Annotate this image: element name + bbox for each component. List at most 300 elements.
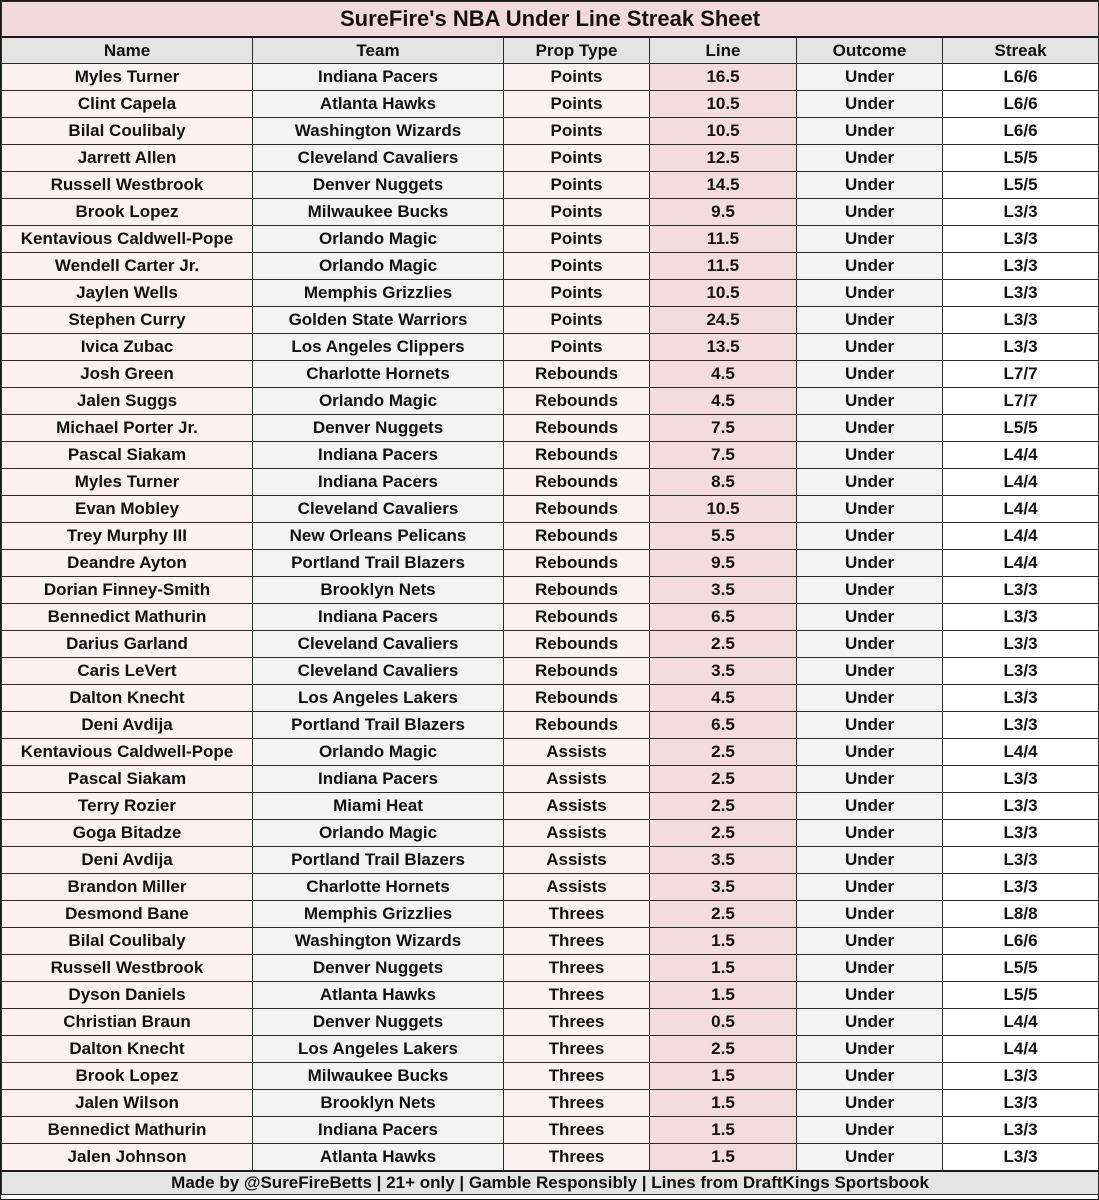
- streak-cell: L3/3: [943, 793, 1099, 820]
- team-cell: Los Angeles Lakers: [253, 685, 504, 712]
- prop-type-cell: Rebounds: [504, 712, 650, 739]
- prop-type-cell: Rebounds: [504, 361, 650, 388]
- outcome-cell: Under: [797, 91, 943, 118]
- prop-type-cell: Points: [504, 307, 650, 334]
- table-row: [2, 253, 1099, 280]
- table-row: [2, 226, 1099, 253]
- player-name-cell: Jarrett Allen: [2, 145, 253, 172]
- streak-cell: L3/3: [943, 874, 1099, 901]
- line-cell: 13.5: [650, 334, 797, 361]
- prop-type-cell: Threes: [504, 955, 650, 982]
- line-cell: 2.5: [650, 631, 797, 658]
- team-cell: Los Angeles Clippers: [253, 334, 504, 361]
- table-row: [2, 361, 1099, 388]
- streak-cell: L6/6: [943, 118, 1099, 145]
- team-cell: Washington Wizards: [253, 928, 504, 955]
- table-row: [2, 1144, 1099, 1172]
- team-cell: Memphis Grizzlies: [253, 901, 504, 928]
- header-streak: Streak: [943, 37, 1099, 64]
- prop-type-cell: Points: [504, 118, 650, 145]
- outcome-cell: Under: [797, 1009, 943, 1036]
- outcome-cell: Under: [797, 172, 943, 199]
- outcome-cell: Under: [797, 685, 943, 712]
- line-cell: 12.5: [650, 145, 797, 172]
- table-row: [2, 658, 1099, 685]
- footer-row: [2, 1171, 1099, 1195]
- streak-cell: L5/5: [943, 172, 1099, 199]
- team-cell: Charlotte Hornets: [253, 874, 504, 901]
- table-row: [2, 847, 1099, 874]
- player-name-cell: Pascal Siakam: [2, 442, 253, 469]
- team-cell: Cleveland Cavaliers: [253, 658, 504, 685]
- outcome-cell: Under: [797, 523, 943, 550]
- streak-cell: L3/3: [943, 577, 1099, 604]
- line-cell: 10.5: [650, 118, 797, 145]
- prop-type-cell: Threes: [504, 1117, 650, 1144]
- team-cell: Atlanta Hawks: [253, 1144, 504, 1172]
- line-cell: 6.5: [650, 712, 797, 739]
- team-cell: Milwaukee Bucks: [253, 1063, 504, 1090]
- table-row: [2, 523, 1099, 550]
- line-cell: 1.5: [650, 1144, 797, 1172]
- table-row: [2, 955, 1099, 982]
- team-cell: Miami Heat: [253, 793, 504, 820]
- table-row: [2, 64, 1099, 91]
- outcome-cell: Under: [797, 928, 943, 955]
- line-cell: 2.5: [650, 901, 797, 928]
- table-row: [2, 91, 1099, 118]
- header-prop-type: Prop Type: [504, 37, 650, 64]
- outcome-cell: Under: [797, 712, 943, 739]
- prop-type-cell: Points: [504, 334, 650, 361]
- team-cell: Charlotte Hornets: [253, 361, 504, 388]
- streak-cell: L3/3: [943, 280, 1099, 307]
- streak-cell: L4/4: [943, 1036, 1099, 1063]
- outcome-cell: Under: [797, 631, 943, 658]
- line-cell: 3.5: [650, 658, 797, 685]
- streak-cell: L3/3: [943, 766, 1099, 793]
- streak-cell: L3/3: [943, 1063, 1099, 1090]
- table-row: [2, 415, 1099, 442]
- streak-cell: L4/4: [943, 1009, 1099, 1036]
- outcome-cell: Under: [797, 874, 943, 901]
- player-name-cell: Jaylen Wells: [2, 280, 253, 307]
- streak-cell: L6/6: [943, 64, 1099, 91]
- footer-text: Made by @SureFireBetts | 21+ only | Gamble Responsibly | Lines from DraftKings Sportsbook: [2, 1171, 1099, 1195]
- header-row: [2, 37, 1099, 64]
- outcome-cell: Under: [797, 64, 943, 91]
- table-body: [2, 64, 1099, 1172]
- team-cell: Indiana Pacers: [253, 766, 504, 793]
- team-cell: Orlando Magic: [253, 226, 504, 253]
- player-name-cell: Myles Turner: [2, 469, 253, 496]
- outcome-cell: Under: [797, 955, 943, 982]
- line-cell: 8.5: [650, 469, 797, 496]
- streak-cell: L4/4: [943, 442, 1099, 469]
- outcome-cell: Under: [797, 361, 943, 388]
- table-row: [2, 469, 1099, 496]
- header-name: Name: [2, 37, 253, 64]
- prop-type-cell: Points: [504, 253, 650, 280]
- team-cell: Indiana Pacers: [253, 469, 504, 496]
- team-cell: Indiana Pacers: [253, 442, 504, 469]
- streak-cell: L4/4: [943, 739, 1099, 766]
- player-name-cell: Josh Green: [2, 361, 253, 388]
- streak-cell: L4/4: [943, 496, 1099, 523]
- prop-type-cell: Assists: [504, 739, 650, 766]
- outcome-cell: Under: [797, 982, 943, 1009]
- header-line: Line: [650, 37, 797, 64]
- player-name-cell: Darius Garland: [2, 631, 253, 658]
- streak-cell: L3/3: [943, 685, 1099, 712]
- player-name-cell: Kentavious Caldwell-Pope: [2, 739, 253, 766]
- team-cell: Cleveland Cavaliers: [253, 145, 504, 172]
- player-name-cell: Trey Murphy III: [2, 523, 253, 550]
- outcome-cell: Under: [797, 415, 943, 442]
- prop-type-cell: Threes: [504, 982, 650, 1009]
- table-row: [2, 307, 1099, 334]
- outcome-cell: Under: [797, 604, 943, 631]
- team-cell: Portland Trail Blazers: [253, 712, 504, 739]
- player-name-cell: Goga Bitadze: [2, 820, 253, 847]
- line-cell: 9.5: [650, 550, 797, 577]
- team-cell: Indiana Pacers: [253, 64, 504, 91]
- player-name-cell: Russell Westbrook: [2, 172, 253, 199]
- table-row: [2, 793, 1099, 820]
- player-name-cell: Dyson Daniels: [2, 982, 253, 1009]
- prop-type-cell: Points: [504, 91, 650, 118]
- outcome-cell: Under: [797, 496, 943, 523]
- team-cell: Orlando Magic: [253, 820, 504, 847]
- team-cell: Cleveland Cavaliers: [253, 631, 504, 658]
- table-row: [2, 496, 1099, 523]
- prop-type-cell: Assists: [504, 820, 650, 847]
- line-cell: 2.5: [650, 820, 797, 847]
- outcome-cell: Under: [797, 199, 943, 226]
- team-cell: Milwaukee Bucks: [253, 199, 504, 226]
- streak-cell: L3/3: [943, 334, 1099, 361]
- outcome-cell: Under: [797, 388, 943, 415]
- streak-cell: L8/8: [943, 901, 1099, 928]
- prop-type-cell: Rebounds: [504, 442, 650, 469]
- line-cell: 3.5: [650, 577, 797, 604]
- player-name-cell: Deandre Ayton: [2, 550, 253, 577]
- player-name-cell: Clint Capela: [2, 91, 253, 118]
- outcome-cell: Under: [797, 793, 943, 820]
- line-cell: 0.5: [650, 1009, 797, 1036]
- prop-type-cell: Rebounds: [504, 685, 650, 712]
- prop-type-cell: Rebounds: [504, 469, 650, 496]
- outcome-cell: Under: [797, 1063, 943, 1090]
- team-cell: Golden State Warriors: [253, 307, 504, 334]
- team-cell: Denver Nuggets: [253, 415, 504, 442]
- player-name-cell: Kentavious Caldwell-Pope: [2, 226, 253, 253]
- team-cell: Denver Nuggets: [253, 172, 504, 199]
- team-cell: Atlanta Hawks: [253, 982, 504, 1009]
- line-cell: 2.5: [650, 793, 797, 820]
- table-row: [2, 1117, 1099, 1144]
- table-row: [2, 685, 1099, 712]
- outcome-cell: Under: [797, 280, 943, 307]
- table-row: [2, 199, 1099, 226]
- prop-type-cell: Points: [504, 64, 650, 91]
- prop-type-cell: Rebounds: [504, 415, 650, 442]
- outcome-cell: Under: [797, 145, 943, 172]
- table-row: [2, 550, 1099, 577]
- outcome-cell: Under: [797, 1117, 943, 1144]
- streak-cell: L3/3: [943, 631, 1099, 658]
- table-row: [2, 442, 1099, 469]
- team-cell: Orlando Magic: [253, 388, 504, 415]
- team-cell: Cleveland Cavaliers: [253, 496, 504, 523]
- outcome-cell: Under: [797, 1036, 943, 1063]
- table-row: [2, 172, 1099, 199]
- sheet-title: SureFire's NBA Under Line Streak Sheet: [2, 2, 1099, 38]
- line-cell: 7.5: [650, 415, 797, 442]
- streak-cell: L3/3: [943, 1117, 1099, 1144]
- prop-type-cell: Threes: [504, 901, 650, 928]
- table-row: [2, 739, 1099, 766]
- outcome-cell: Under: [797, 820, 943, 847]
- table-row: [2, 604, 1099, 631]
- prop-type-cell: Rebounds: [504, 604, 650, 631]
- line-cell: 10.5: [650, 91, 797, 118]
- line-cell: 3.5: [650, 847, 797, 874]
- team-cell: Orlando Magic: [253, 739, 504, 766]
- player-name-cell: Myles Turner: [2, 64, 253, 91]
- player-name-cell: Deni Avdija: [2, 847, 253, 874]
- streak-cell: L7/7: [943, 388, 1099, 415]
- team-cell: New Orleans Pelicans: [253, 523, 504, 550]
- streak-cell: L3/3: [943, 847, 1099, 874]
- streak-cell: L5/5: [943, 982, 1099, 1009]
- outcome-cell: Under: [797, 847, 943, 874]
- player-name-cell: Stephen Curry: [2, 307, 253, 334]
- outcome-cell: Under: [797, 739, 943, 766]
- line-cell: 10.5: [650, 496, 797, 523]
- team-cell: Brooklyn Nets: [253, 1090, 504, 1117]
- line-cell: 5.5: [650, 523, 797, 550]
- outcome-cell: Under: [797, 1144, 943, 1172]
- team-cell: Portland Trail Blazers: [253, 550, 504, 577]
- team-cell: Atlanta Hawks: [253, 91, 504, 118]
- player-name-cell: Wendell Carter Jr.: [2, 253, 253, 280]
- prop-type-cell: Points: [504, 199, 650, 226]
- prop-type-cell: Rebounds: [504, 658, 650, 685]
- line-cell: 11.5: [650, 226, 797, 253]
- table-row: [2, 874, 1099, 901]
- table-row: [2, 712, 1099, 739]
- streak-cell: L5/5: [943, 415, 1099, 442]
- outcome-cell: Under: [797, 577, 943, 604]
- line-cell: 14.5: [650, 172, 797, 199]
- player-name-cell: Evan Mobley: [2, 496, 253, 523]
- prop-type-cell: Assists: [504, 793, 650, 820]
- line-cell: 3.5: [650, 874, 797, 901]
- prop-type-cell: Rebounds: [504, 577, 650, 604]
- line-cell: 2.5: [650, 739, 797, 766]
- player-name-cell: Ivica Zubac: [2, 334, 253, 361]
- prop-type-cell: Points: [504, 145, 650, 172]
- streak-cell: L4/4: [943, 523, 1099, 550]
- line-cell: 4.5: [650, 361, 797, 388]
- streak-cell: L3/3: [943, 253, 1099, 280]
- outcome-cell: Under: [797, 442, 943, 469]
- table-row: [2, 1009, 1099, 1036]
- team-cell: Portland Trail Blazers: [253, 847, 504, 874]
- prop-type-cell: Rebounds: [504, 523, 650, 550]
- streak-cell: L3/3: [943, 820, 1099, 847]
- table-row: [2, 631, 1099, 658]
- streak-cell: L4/4: [943, 550, 1099, 577]
- prop-type-cell: Points: [504, 280, 650, 307]
- table-row: [2, 118, 1099, 145]
- outcome-cell: Under: [797, 469, 943, 496]
- prop-type-cell: Threes: [504, 1063, 650, 1090]
- header-outcome: Outcome: [797, 37, 943, 64]
- table-row: [2, 982, 1099, 1009]
- table-row: [2, 928, 1099, 955]
- streak-cell: L4/4: [943, 469, 1099, 496]
- prop-type-cell: Rebounds: [504, 496, 650, 523]
- team-cell: Denver Nuggets: [253, 1009, 504, 1036]
- player-name-cell: Desmond Bane: [2, 901, 253, 928]
- prop-type-cell: Threes: [504, 928, 650, 955]
- outcome-cell: Under: [797, 1090, 943, 1117]
- player-name-cell: Brook Lopez: [2, 199, 253, 226]
- player-name-cell: Dalton Knecht: [2, 1036, 253, 1063]
- streak-cell: L6/6: [943, 91, 1099, 118]
- player-name-cell: Pascal Siakam: [2, 766, 253, 793]
- outcome-cell: Under: [797, 307, 943, 334]
- line-cell: 11.5: [650, 253, 797, 280]
- table-row: [2, 388, 1099, 415]
- streak-cell: L3/3: [943, 199, 1099, 226]
- player-name-cell: Jalen Wilson: [2, 1090, 253, 1117]
- prop-type-cell: Threes: [504, 1144, 650, 1172]
- outcome-cell: Under: [797, 118, 943, 145]
- table-row: [2, 145, 1099, 172]
- prop-type-cell: Rebounds: [504, 550, 650, 577]
- team-cell: Denver Nuggets: [253, 955, 504, 982]
- player-name-cell: Bilal Coulibaly: [2, 928, 253, 955]
- team-cell: Orlando Magic: [253, 253, 504, 280]
- line-cell: 1.5: [650, 955, 797, 982]
- outcome-cell: Under: [797, 766, 943, 793]
- outcome-cell: Under: [797, 226, 943, 253]
- player-name-cell: Bennedict Mathurin: [2, 604, 253, 631]
- line-cell: 24.5: [650, 307, 797, 334]
- prop-type-cell: Threes: [504, 1009, 650, 1036]
- line-cell: 10.5: [650, 280, 797, 307]
- streak-cell: L5/5: [943, 145, 1099, 172]
- team-cell: Indiana Pacers: [253, 1117, 504, 1144]
- line-cell: 16.5: [650, 64, 797, 91]
- streak-cell: L3/3: [943, 1090, 1099, 1117]
- player-name-cell: Jalen Suggs: [2, 388, 253, 415]
- player-name-cell: Caris LeVert: [2, 658, 253, 685]
- streak-cell: L7/7: [943, 361, 1099, 388]
- team-cell: Washington Wizards: [253, 118, 504, 145]
- prop-type-cell: Points: [504, 172, 650, 199]
- streak-cell: L3/3: [943, 604, 1099, 631]
- header-team: Team: [253, 37, 504, 64]
- player-name-cell: Brook Lopez: [2, 1063, 253, 1090]
- player-name-cell: Bennedict Mathurin: [2, 1117, 253, 1144]
- player-name-cell: Brandon Miller: [2, 874, 253, 901]
- prop-type-cell: Assists: [504, 847, 650, 874]
- prop-type-cell: Threes: [504, 1090, 650, 1117]
- table-row: [2, 1090, 1099, 1117]
- prop-type-cell: Threes: [504, 1036, 650, 1063]
- line-cell: 1.5: [650, 928, 797, 955]
- player-name-cell: Russell Westbrook: [2, 955, 253, 982]
- prop-type-cell: Rebounds: [504, 388, 650, 415]
- streak-cell: L6/6: [943, 928, 1099, 955]
- line-cell: 2.5: [650, 766, 797, 793]
- team-cell: Indiana Pacers: [253, 604, 504, 631]
- player-name-cell: Christian Braun: [2, 1009, 253, 1036]
- line-cell: 4.5: [650, 685, 797, 712]
- line-cell: 9.5: [650, 199, 797, 226]
- line-cell: 6.5: [650, 604, 797, 631]
- player-name-cell: Jalen Johnson: [2, 1144, 253, 1172]
- streak-cell: L3/3: [943, 658, 1099, 685]
- line-cell: 1.5: [650, 1090, 797, 1117]
- outcome-cell: Under: [797, 334, 943, 361]
- player-name-cell: Dorian Finney-Smith: [2, 577, 253, 604]
- line-cell: 1.5: [650, 1117, 797, 1144]
- line-cell: 7.5: [650, 442, 797, 469]
- outcome-cell: Under: [797, 901, 943, 928]
- title-row: [2, 2, 1099, 38]
- outcome-cell: Under: [797, 550, 943, 577]
- team-cell: Memphis Grizzlies: [253, 280, 504, 307]
- line-cell: 4.5: [650, 388, 797, 415]
- prop-type-cell: Rebounds: [504, 631, 650, 658]
- table-row: [2, 577, 1099, 604]
- player-name-cell: Bilal Coulibaly: [2, 118, 253, 145]
- streak-cell: L3/3: [943, 1144, 1099, 1172]
- streak-table: [1, 1, 1099, 1195]
- player-name-cell: Dalton Knecht: [2, 685, 253, 712]
- line-cell: 2.5: [650, 1036, 797, 1063]
- player-name-cell: Michael Porter Jr.: [2, 415, 253, 442]
- table-row: [2, 820, 1099, 847]
- player-name-cell: Terry Rozier: [2, 793, 253, 820]
- line-cell: 1.5: [650, 1063, 797, 1090]
- streak-cell: L5/5: [943, 955, 1099, 982]
- streak-cell: L3/3: [943, 307, 1099, 334]
- outcome-cell: Under: [797, 658, 943, 685]
- table-row: [2, 901, 1099, 928]
- team-cell: Brooklyn Nets: [253, 577, 504, 604]
- player-name-cell: Deni Avdija: [2, 712, 253, 739]
- streak-cell: L3/3: [943, 712, 1099, 739]
- team-cell: Los Angeles Lakers: [253, 1036, 504, 1063]
- table-row: [2, 1036, 1099, 1063]
- table-row: [2, 766, 1099, 793]
- prop-type-cell: Assists: [504, 766, 650, 793]
- table-row: [2, 280, 1099, 307]
- table-row: [2, 1063, 1099, 1090]
- outcome-cell: Under: [797, 253, 943, 280]
- table-row: [2, 334, 1099, 361]
- line-cell: 1.5: [650, 982, 797, 1009]
- streak-cell: L3/3: [943, 226, 1099, 253]
- prop-type-cell: Points: [504, 226, 650, 253]
- prop-type-cell: Assists: [504, 874, 650, 901]
